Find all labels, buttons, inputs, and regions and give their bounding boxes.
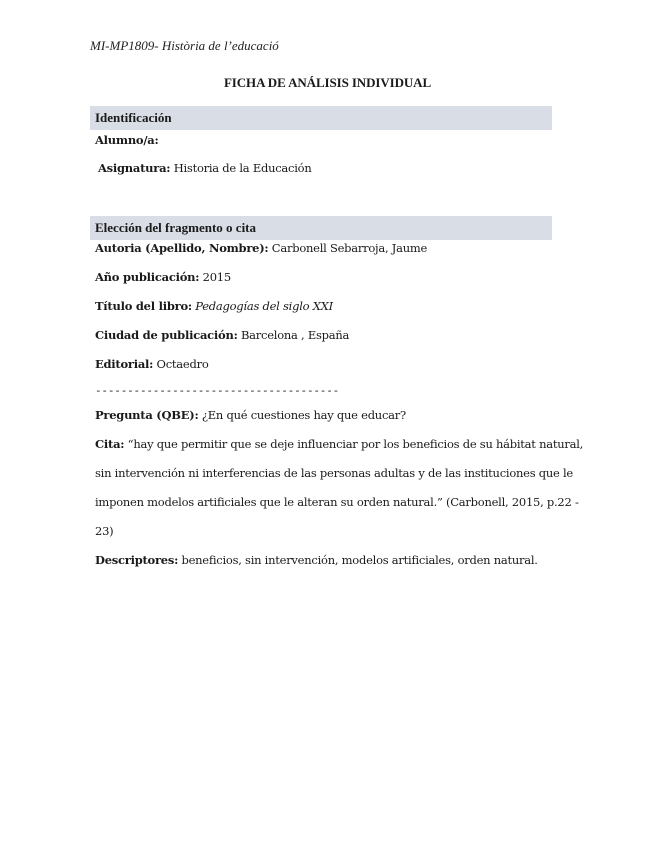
section-eleccion-heading: Elección del fragmento o cita [95,220,257,235]
pregunta-label: Pregunta (QBE): [95,408,199,422]
cita-line-3: imponen modelos artificiales que le alteran su orden natural.” (Carbonell, 2015, p.22 - [95,495,579,509]
editorial-value: Octaedro [153,357,209,371]
alumno-row [95,133,159,147]
titulo-label: Título del libro: [95,299,192,313]
section-identificacion-band [90,106,552,130]
ciudad-label: Ciudad de publicación: [95,328,238,342]
section-eleccion-band [90,216,552,240]
cita-line-1 [95,437,583,451]
cita-line-2: sin intervención ni interferencias de las personas adultas y de las instituciones que le [95,466,573,480]
autoria-row [95,241,427,255]
cita-text-1: “hay que permitir que se deje influenciar por los beneficios de su hábitat natural, [124,437,584,451]
asignatura-label: Asignatura: [98,161,171,175]
ciudad-value: Barcelona , España [237,328,350,342]
anio-value: 2015 [199,270,231,284]
pregunta-value: ¿En qué cuestiones hay que educar? [198,408,406,422]
asignatura-row [98,161,311,175]
editorial-label: Editorial: [95,357,154,371]
asignatura-value: Historia de la Educación [170,161,312,175]
titulo-value: Pedagogías del siglo XXI [191,299,333,313]
document-title: FICHA DE ANÁLISIS INDIVIDUAL [223,75,432,90]
autoria-label: Autoria (Apellido, Nombre): [95,241,269,255]
cita-label: Cita: [95,437,125,451]
separator-line: -------------------------------------- [95,384,340,397]
alumno-label: Alumno/a: [95,133,159,147]
section-identificacion-heading: Identificación [95,110,172,125]
pregunta-row [95,408,406,422]
descriptores-value: beneficios, sin intervención, modelos artificiales, orden natural. [178,553,538,567]
anio-label: Año publicación: [95,270,200,284]
titulo-row [95,299,333,313]
editorial-row [95,357,209,371]
descriptores-row [95,553,538,567]
descriptores-label: Descriptores: [95,553,179,567]
course-header: MI-MP1809- Història de l’educació [90,38,279,53]
anio-row [95,270,231,284]
cita-line-4: 23) [95,524,114,538]
ciudad-row [95,328,349,342]
autoria-value: Carbonell Sebarroja, Jaume [268,241,428,255]
